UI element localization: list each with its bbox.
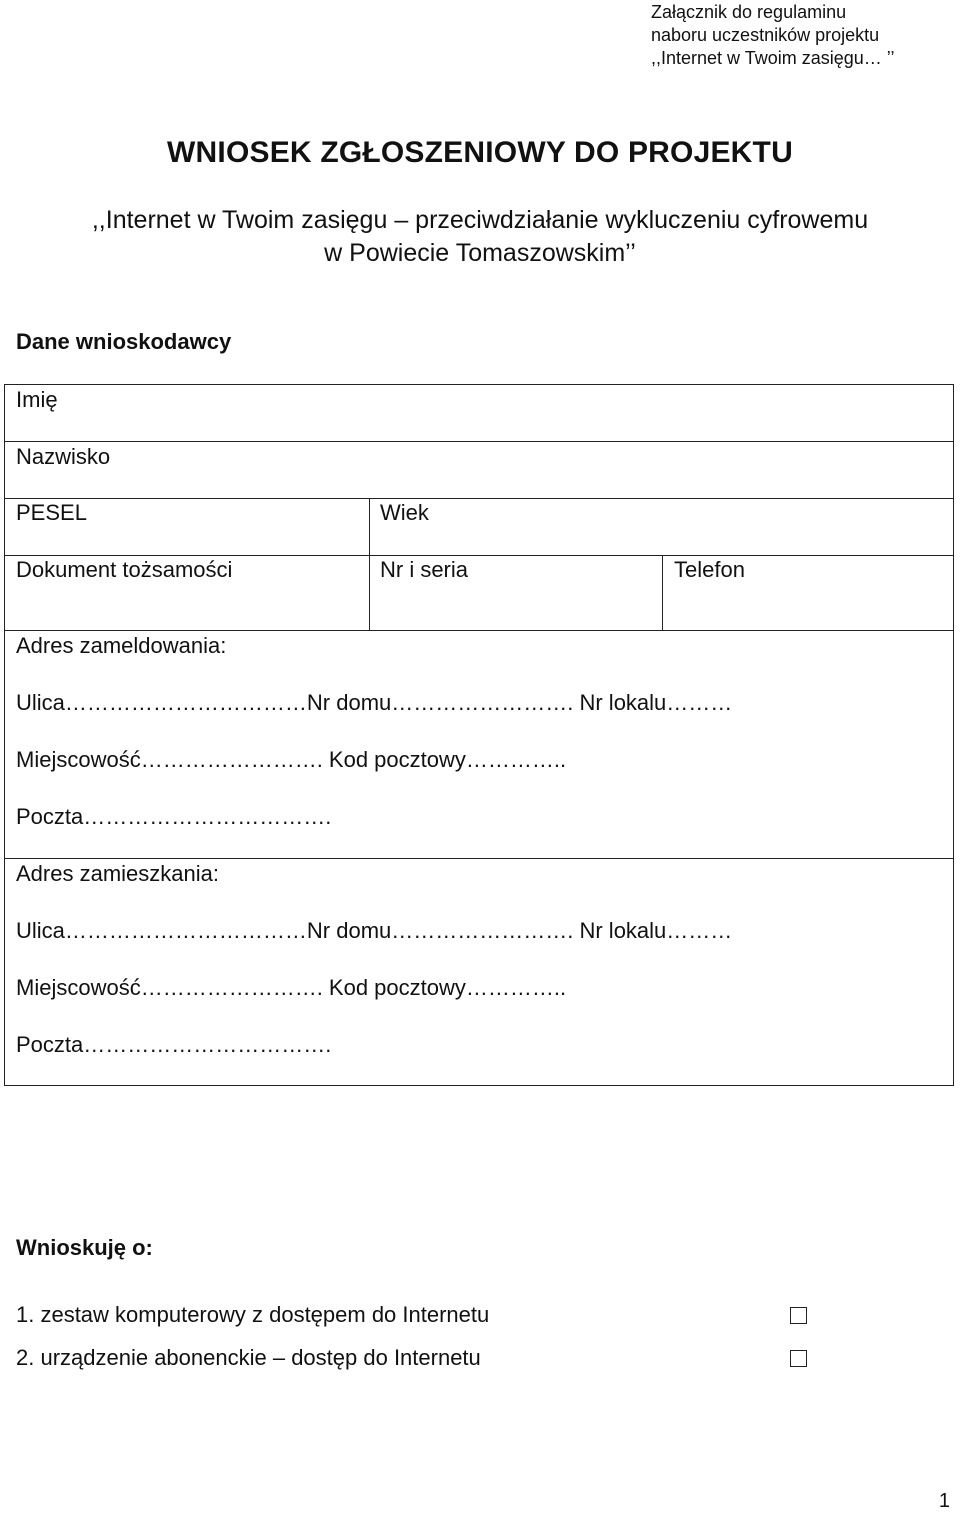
number-series-field[interactable]: Nr i seria xyxy=(380,557,469,582)
residence-street-line[interactable]: Ulica……………………………Nr domu……………………. Nr lokalu……… xyxy=(16,918,733,943)
applicant-section-heading: Dane wnioskodawcy xyxy=(16,329,232,354)
option-computer-set-checkbox[interactable] xyxy=(790,1307,807,1324)
project-subtitle-line-1: ,,Internet w Twoim zasięgu – przeciwdziałanie wykluczeniu cyfrowemu xyxy=(91,206,869,234)
residence-address-heading: Adres zamieszkania: xyxy=(16,861,219,886)
option-subscriber-device-checkbox[interactable] xyxy=(790,1350,807,1367)
applicant-form xyxy=(4,384,954,1086)
pesel-field[interactable]: PESEL xyxy=(16,500,87,525)
row-divider xyxy=(5,858,953,859)
residence-city-postal-line[interactable]: Miejscowość……………………. Kod pocztowy………….. xyxy=(16,975,567,1000)
document-title: WNIOSEK ZGŁOSZENIOWY DO PROJEKTU xyxy=(167,136,793,169)
option-computer-set-label: 1. zestaw komputerowy z dostępem do Internetu xyxy=(16,1302,490,1327)
page-number: 1 xyxy=(938,1490,950,1512)
row-divider xyxy=(5,630,953,631)
attachment-note-line-3: ,,Internet w Twoim zasięgu… ’’ xyxy=(651,48,895,68)
phone-field[interactable]: Telefon xyxy=(674,557,745,582)
residence-post-office-line[interactable]: Poczta……………………………. xyxy=(16,1032,332,1057)
first-name-field[interactable]: Imię xyxy=(16,387,58,412)
row-divider xyxy=(5,555,953,556)
attachment-note-line-1: Załącznik do regulaminu xyxy=(651,2,847,22)
column-divider xyxy=(662,555,663,630)
registered-street-line[interactable]: Ulica……………………………Nr domu……………………. Nr lokalu……… xyxy=(16,690,733,715)
option-subscriber-device-label: 2. urządzenie abonenckie – dostęp do Internetu xyxy=(16,1345,481,1370)
age-field[interactable]: Wiek xyxy=(380,500,429,525)
last-name-field[interactable]: Nazwisko xyxy=(16,444,111,469)
row-divider xyxy=(5,498,953,499)
project-subtitle-line-2: w Powiecie Tomaszowskim’’ xyxy=(324,239,636,267)
registered-address-heading: Adres zameldowania: xyxy=(16,633,227,658)
registered-post-office-line[interactable]: Poczta……………………………. xyxy=(16,804,332,829)
row-divider xyxy=(5,441,953,442)
attachment-note-line-2: naboru uczestników projektu xyxy=(651,25,880,45)
request-section-heading: Wnioskuję o: xyxy=(16,1235,153,1260)
id-document-field[interactable]: Dokument tożsamości xyxy=(16,557,233,582)
column-divider xyxy=(369,498,370,630)
registered-city-postal-line[interactable]: Miejscowość……………………. Kod pocztowy………….. xyxy=(16,747,567,772)
